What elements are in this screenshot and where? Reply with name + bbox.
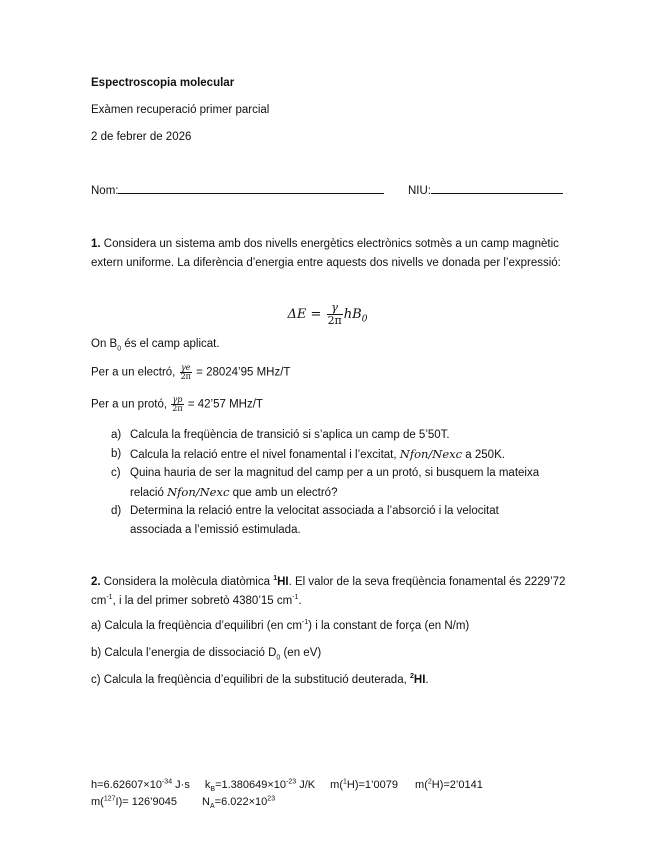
constants-row-1 xyxy=(91,778,483,794)
q2a-pre: a) Calcula la freqüència d’equilibri (en cm xyxy=(91,620,302,632)
kb-val: =1.380649×10 xyxy=(215,779,287,791)
q2-intro-pre: Considera la molècula diatòmica xyxy=(103,576,270,588)
item-text xyxy=(130,464,541,503)
mi-post: I)= 126’9045 xyxy=(115,796,177,808)
h-val: h=6.62607×10 xyxy=(91,779,162,791)
name-field[interactable] xyxy=(91,183,384,197)
q2-intro xyxy=(91,573,566,610)
where-post: és el camp aplicat. xyxy=(121,338,220,350)
niu-field[interactable] xyxy=(408,183,563,197)
n-ratio: Nfon/Nexc xyxy=(167,485,230,499)
kb-sub: B xyxy=(210,786,216,794)
formula-rhs: hB xyxy=(343,307,362,322)
q2b-sub: 0 xyxy=(276,654,281,662)
name-blank[interactable] xyxy=(118,183,384,194)
constants-row-2 xyxy=(91,795,276,811)
const-mi xyxy=(91,796,177,808)
h-exp: -34 xyxy=(161,778,173,786)
m1h-sup: 1 xyxy=(343,778,347,786)
m2h-pre: m( xyxy=(415,779,428,791)
formula-lhs: ΔE = xyxy=(287,307,322,322)
electron-pre: Per a un electró, xyxy=(91,366,176,379)
q2a-sup: -1 xyxy=(301,619,309,627)
proton-pre: Per a un protó, xyxy=(91,398,168,411)
item-c-post: que amb un electró? xyxy=(232,487,338,499)
q1-item-a xyxy=(111,426,541,445)
q1-electron xyxy=(91,364,290,381)
q1-proton xyxy=(91,396,263,413)
niu-blank[interactable] xyxy=(431,183,563,194)
niu-label: NIU: xyxy=(408,185,431,197)
q2c-sup: 2 xyxy=(410,673,414,681)
q1-formula xyxy=(0,302,655,327)
const-h xyxy=(91,779,190,791)
proton-fraction xyxy=(171,396,183,413)
q2-intro-mid: , i la del primer sobretò 4380’15 cm xyxy=(112,594,293,607)
na-exp: 23 xyxy=(267,795,276,803)
const-m1h xyxy=(330,779,398,791)
item-b-pre: Calcula la relació entre el nivel fonamental i l’excitat, xyxy=(130,449,397,461)
na-sub: A xyxy=(210,803,215,811)
q1-item-c xyxy=(111,464,541,503)
item-label: c) xyxy=(111,467,121,479)
item-text: Calcula la freqüència de transició si s’aplica un camp de 5’50T. xyxy=(130,429,450,441)
formula-den: 2π xyxy=(327,314,342,327)
exam-date: 2 de febrer de 2026 xyxy=(91,131,192,143)
m2h-sup: 2 xyxy=(427,778,432,786)
item-label: d) xyxy=(111,505,122,517)
q2-intro-end: . xyxy=(298,594,302,607)
m2h-post: H)=2’0141 xyxy=(431,779,483,791)
q2-molecule: HI xyxy=(277,576,289,588)
exam-subtitle: Exàmen recuperació primer parcial xyxy=(91,104,270,116)
mi-pre: m( xyxy=(91,796,104,808)
name-label: Nom: xyxy=(91,185,119,197)
where-pre: On B xyxy=(91,338,118,350)
q1-where xyxy=(91,338,220,353)
q2c-pre: c) Calcula la freqüència d’equilibri de la substitució deuterada, xyxy=(91,674,407,686)
proton-post: = 42’57 MHz/T xyxy=(187,398,263,411)
h-unit: J·s xyxy=(172,779,190,791)
q2c-molecule: HI xyxy=(413,674,426,686)
q2a-post: ) i la constant de força (en N/m) xyxy=(308,620,470,632)
q1-intro-text: Considera un sistema amb dos nivells energètics electrònics sotmès a un camp magnètic extern uniforme. La diferència d’energia entre aquests dos nivells ve donada per l’expressió: xyxy=(91,238,561,269)
q2-unit-sup: -1 xyxy=(292,593,299,601)
formula-fraction xyxy=(327,302,343,327)
item-label: b) xyxy=(111,448,122,460)
q1-item-d xyxy=(111,502,541,540)
kb-pre: k xyxy=(204,779,211,791)
q2-item-c xyxy=(91,674,429,686)
q2-item-b xyxy=(91,647,322,662)
q2-number: 2. xyxy=(91,576,101,588)
electron-num: γe xyxy=(181,363,191,372)
q2-iso-sup: 1 xyxy=(273,575,278,583)
formula-sub: 0 xyxy=(361,314,368,325)
na-val: =6.022×10 xyxy=(214,796,268,808)
m1h-pre: m( xyxy=(330,779,343,791)
item-c-pre: Quina hauria de ser la magnitud del camp per a un protó, si busquem la mateixa relació xyxy=(130,467,540,499)
const-kb xyxy=(204,778,316,794)
q1-intro xyxy=(91,235,566,272)
q1-item-b xyxy=(111,445,541,465)
exam-title: Espectroscopia molecular xyxy=(91,77,235,89)
electron-fraction xyxy=(180,364,192,381)
q2b-post: (en eV) xyxy=(280,647,322,659)
q2-item-a xyxy=(91,620,469,632)
na-pre: N xyxy=(202,796,210,808)
item-text xyxy=(130,445,541,465)
n-ratio: Nfon/Nexc xyxy=(399,447,463,461)
q2-intro-post: . El valor de la seva freqüència fonamental és 2229’72 cm xyxy=(91,576,566,607)
mi-sup: 127 xyxy=(103,795,116,803)
const-m2h xyxy=(415,779,483,791)
q2-unit-sup: -1 xyxy=(106,593,113,601)
electron-den: 2π xyxy=(180,372,191,381)
const-na xyxy=(202,795,276,811)
formula-num: γ xyxy=(327,302,343,315)
proton-den: 2π xyxy=(172,404,183,413)
item-label: a) xyxy=(111,429,122,441)
kb-exp: -23 xyxy=(286,778,297,786)
m1h-post: H)=1’0079 xyxy=(346,779,398,791)
where-sub: 0 xyxy=(117,345,122,353)
item-text: Determina la relació entre la velocitat associada a l’absorció i la velocitat associada a l’emissió estimulada. xyxy=(130,505,499,536)
q1-number: 1. xyxy=(91,238,101,250)
q2b-pre: b) Calcula l’energia de dissociació D xyxy=(91,647,277,659)
proton-num: γp xyxy=(172,395,183,404)
item-b-post: a 250K. xyxy=(465,449,505,461)
q2c-post: . xyxy=(425,674,429,686)
kb-unit: J/K xyxy=(296,779,316,791)
electron-post: = 28024’95 MHz/T xyxy=(196,366,291,379)
